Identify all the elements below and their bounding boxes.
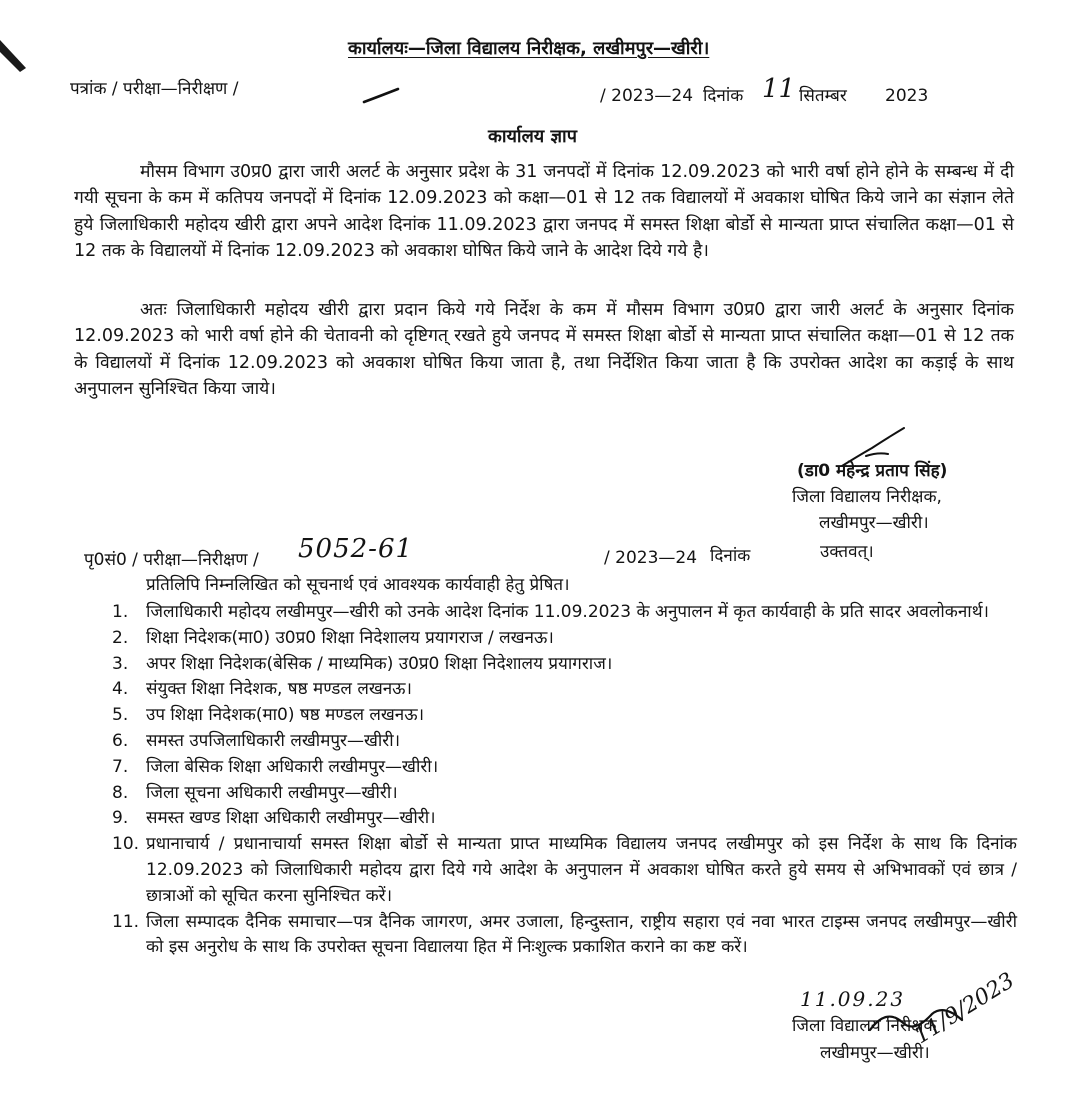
list-item: 10. प्रधानाचार्य / प्रधानाचार्या समस्त शिक्षा बोर्डो से मान्यता प्राप्त माध्यमिक विद्यालय जनपद लखीमपुर को इस निर्देश के साथ कि दिनांक 12.09.2023 को जिलाधिकारी महोदय द्वारा दिये गये आदेश के अनुपालन में अवकाश घोषित करते हुये समय से अभिभावकों एवं छात्र / छात्राओं को सूचित करना सुनिश्चित करें। bbox=[112, 834, 1017, 906]
paragraph-1: मौसम विभाग उ0प्र0 द्वारा जारी अलर्ट के अनुसार प्रदेश के 31 जनपदों में दिनांक 12.09.2023 को भारी वर्षा होने होने के सम्बन्ध में दी गयी सूचना के कम में कतिपय जनपदों में दिनांक 12.09.2023 को कक्षा—01 से 12 तक विद्यालयों में अवकाश घोषित किये जाने का संज्ञान लेते हुये जिलाधिकारी महोदय खीरी द्वारा अपने आदेश दिनांक 11.09.2023 द्वारा जनपद में समस्त शिक्षा बोर्डो से मान्यता प्राप्त संचालित कक्षा—01 से 12 तक के विद्यालयों में दिनांक 12.09.2023 को अवकाश घोषित किये जाने के आदेश दिये गये है। bbox=[74, 162, 1014, 261]
signatory-name: (डा0 महेन्द्र प्रताप सिंह) bbox=[797, 461, 948, 481]
list-item: 1. जिलाधिकारी महोदय लखीमपुर—खीरी को उनके आदेश दिनांक 11.09.2023 के अनुपालन में कृत कार्यवाही के प्रति सादर अवलोकनार्थ। bbox=[112, 602, 990, 622]
list-item: 6. समस्त उपजिलाधिकारी लखीमपुर—खीरी। bbox=[112, 730, 401, 751]
copy-date-label: दिनांक bbox=[710, 546, 751, 566]
paragraph-2: अतः जिलाधिकारी महोदय खीरी द्वारा प्रदान किये गये निर्देश के कम में मौसम विभाग उ0प्र0 द्वारा जारी अलर्ट के अनुसार दिनांक 12.09.2023 को भारी वर्षा होने की चेतावनी को दृष्टिगत् रखते हुये जनपद में समस्त शिक्षा बोर्डो से मान्यता प्राप्त संचालित कक्षा—01 से 12 तक के विद्यालयों में दिनांक 12.09.2023 को अवकाश घोषित किया जाता है, तथा निर्देशित किया जाता है कि उपरोक्त आदेश का कड़ाई के साथ अनुपालन सुनिश्चित किया जाये। bbox=[74, 300, 1014, 399]
reference-year: / 2023—24 bbox=[600, 86, 694, 106]
date-year: 2023 bbox=[885, 86, 929, 106]
date-label: दिनांक bbox=[703, 86, 744, 106]
office-heading: कार्यालयः—जिला विद्यालय निरीक्षक, लखीमपुर—खीरी। bbox=[348, 38, 710, 59]
handwritten-dispatch-number: 5052-61 bbox=[298, 534, 414, 564]
distribution-list bbox=[112, 600, 1017, 961]
list-item: 5. उप शिक्षा निदेशक(मा0) षष्ठ मण्डल लखनऊ। bbox=[112, 705, 425, 726]
list-item: 4. संयुक्त शिक्षा निदेशक, षष्ठ मण्डल लखनऊ। bbox=[112, 679, 412, 700]
signatory-designation: जिला विद्यालय निरीक्षक, bbox=[792, 487, 942, 507]
handwritten-date-day: 11 bbox=[762, 74, 796, 104]
copy-reference-number: पृ0सं0 / परीक्षा—निरीक्षण / bbox=[84, 550, 259, 570]
reference-number: पत्रांक / परीक्षा—निरीक्षण / bbox=[70, 79, 239, 99]
corner-fold-mark bbox=[0, 38, 30, 78]
same-as-above: उक्तवत्। bbox=[820, 542, 874, 562]
list-item: 7. जिला बेसिक शिक्षा अधिकारी लखीमपुर—खीरी। bbox=[112, 756, 439, 777]
footer-place: लखीमपुर—खीरी। bbox=[820, 1043, 930, 1063]
copy-reference-year: / 2023—24 bbox=[604, 548, 698, 568]
list-item: 11. जिला सम्पादक दैनिक समाचार—पत्र दैनिक जागरण, अमर उजाला, हिन्दुस्तान, राष्ट्रीय सहारा एवं नवा भारत टाइम्स जनपद लखीमपुर—खीरी को इस अनुरोध के साथ कि उपरोक्त सूचना विद्यालया हित में निःशुल्क प्रकाशित कराने का कष्ट करें। bbox=[112, 911, 1017, 958]
handwritten-sign-date: 11.09.23 bbox=[800, 987, 906, 1011]
list-item: 8. जिला सूचना अधिकारी लखीमपुर—खीरी। bbox=[112, 782, 398, 803]
pen-tick-mark bbox=[362, 86, 402, 106]
date-month: सितम्बर bbox=[799, 86, 847, 106]
list-item: 2. शिक्षा निदेशक(मा0) उ0प्र0 शिक्षा निदेशालय प्रयागराज / लखनऊ। bbox=[112, 627, 554, 648]
list-item: 9. समस्त खण्ड शिक्षा अधिकारी लखीमपुर—खीरी। bbox=[112, 808, 436, 829]
footer-designation: जिला विद्यालय निरीक्षक bbox=[792, 1016, 937, 1036]
signatory-place: लखीमपुर—खीरी। bbox=[819, 513, 929, 533]
handwritten-side-date: 11/9/2023 bbox=[910, 968, 1019, 1050]
list-item: 3. अपर शिक्षा निदेशक(बेसिक / माध्यमिक) उ0प्र0 शिक्षा निदेशालय प्रयागराज। bbox=[112, 653, 613, 674]
memo-title: कार्यालय ज्ञाप bbox=[488, 126, 577, 147]
copy-intro: प्रतिलिपि निम्नलिखित को सूचनार्थ एवं आवश्यक कार्यवाही हेतु प्रेषित। bbox=[146, 575, 570, 595]
